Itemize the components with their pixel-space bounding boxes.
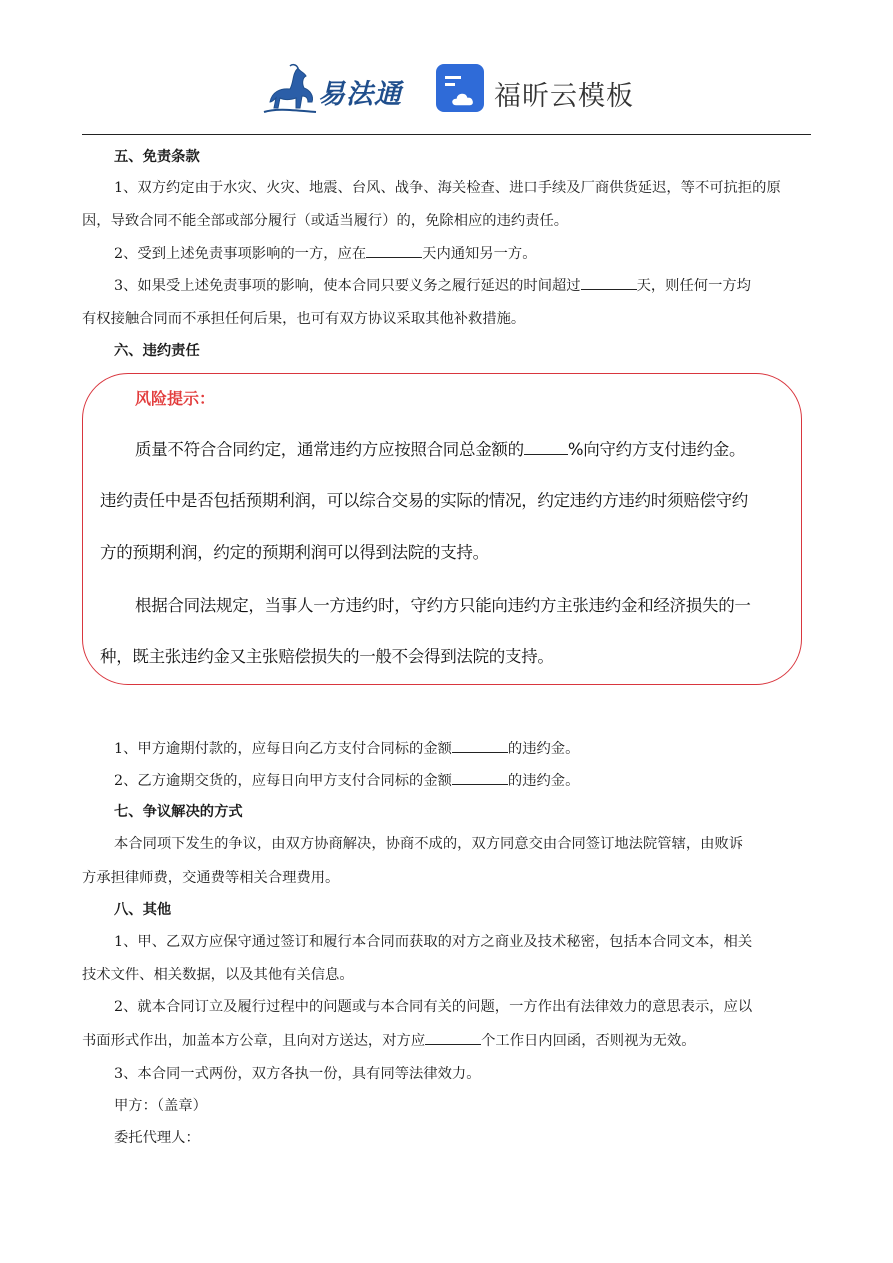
clause-text: 天内通知另一方。 [422,246,537,262]
clause-text: 个工作日内回函，否则视为无效。 [481,1033,696,1049]
page-header [0,60,893,124]
section-8-heading: 八、其他 [114,902,172,918]
clause-text: 天，则任何一方均 [636,278,751,294]
section-8-clause-2-line-1: 2、就本合同订立及履行过程中的问题或与本合同有关的问题，一方作出有法律效力的意思表示，应以 [114,999,753,1015]
section-5-heading: 五、免责条款 [114,149,200,165]
section-5-clause-2 [114,243,811,264]
clause-text: 书面形式作出，加盖本方公章，且向对方送达，对方应 [82,1033,426,1049]
clause-text: 的违约金。 [507,773,580,789]
header-divider [82,134,811,135]
risk-notice-line-2: 违约责任中是否包括预期利润，可以综合交易的实际的情况，约定违约方违约时须赔偿守约 [100,491,749,510]
fill-blank [452,738,508,753]
section-7-line-1: 本合同项下发生的争议，由双方协商解决，协商不成的，双方同意交由合同签订地法院管辖，由败诉 [114,836,744,852]
risk-notice-box [82,373,802,685]
section-7-heading: 七、争议解决的方式 [114,804,243,820]
yifatong-logo [262,60,412,120]
section-5-clause-1-line-2: 因，导致合同不能全部或部分履行（或适当履行）的，免除相应的违约责任。 [82,213,569,229]
section-6-heading: 六、违约责任 [114,343,200,359]
section-8-clause-3: 3、本合同一式两份，双方各执一份，具有同等法律效力。 [114,1066,481,1082]
section-5-clause-3-line-1 [114,275,811,296]
clause-text: 2、受到上述免责事项影响的一方，应在 [114,246,367,262]
section-8-clause-2-line-2 [82,1030,811,1051]
section-7-line-2: 方承担律师费，交通费等相关合理费用。 [82,870,340,886]
fill-blank [524,438,568,455]
section-5-clause-1-line-1: 1、双方约定由于水灾、火灾、地震、台风、战争、海关检查、进口手续及厂商供货延迟，等不可抗拒的原 [114,180,781,196]
clause-text: 2、乙方逾期交货的，应每日向甲方支付合同标的金额 [114,773,452,789]
clause-text: 3、如果受上述免责事项的影响，使本合同只要义务之履行延迟的时间超过 [114,278,581,294]
section-8-clause-1-line-2: 技术文件、相关数据，以及其他有关信息。 [82,967,354,983]
risk-notice-line-1 [135,438,835,461]
party-a-seal-label: 甲方：（盖章） [114,1098,207,1114]
section-6-clause-1 [114,738,811,759]
section-6-clause-2 [114,770,811,791]
yifatong-brand: 易法通 [318,79,402,110]
fill-blank [366,243,422,258]
section-5-clause-3-line-2: 有权接触合同而不承担任何后果，也可有双方协议采取其他补救措施。 [82,311,526,327]
agent-label: 委托代理人： [114,1130,200,1146]
risk-text: 质量不符合合同约定，通常违约方应按照合同总金额的 [135,440,524,459]
clause-text: 1、甲方逾期付款的，应每日向乙方支付合同标的金额 [114,741,452,757]
risk-notice-line-4: 根据合同法规定，当事人一方违约时，守约方只能向违约方主张违约金和经济损失的一 [135,596,751,615]
section-8-clause-1-line-1: 1、甲、乙双方应保守通过签订和履行本合同而获取的对方之商业及技术秘密，包括本合同文本，相关 [114,934,753,950]
foxit-template-logo [436,64,636,120]
risk-text: %向守约方支付违约金。 [567,440,746,459]
risk-notice-line-3: 方的预期利润，约定的预期利润可以得到法院的支持。 [100,543,489,562]
risk-notice-line-5: 种，既主张违约金又主张赔偿损失的一般不会得到法院的支持。 [100,647,554,666]
clause-text: 的违约金。 [507,741,580,757]
fill-blank [452,770,508,785]
fill-blank [581,275,637,290]
horse-logo-icon [262,62,320,118]
foxit-brand: 福昕云模板 [494,81,634,112]
fill-blank [425,1030,481,1045]
risk-notice-title: 风险提示： [135,389,216,408]
cloud-document-icon [436,64,486,114]
